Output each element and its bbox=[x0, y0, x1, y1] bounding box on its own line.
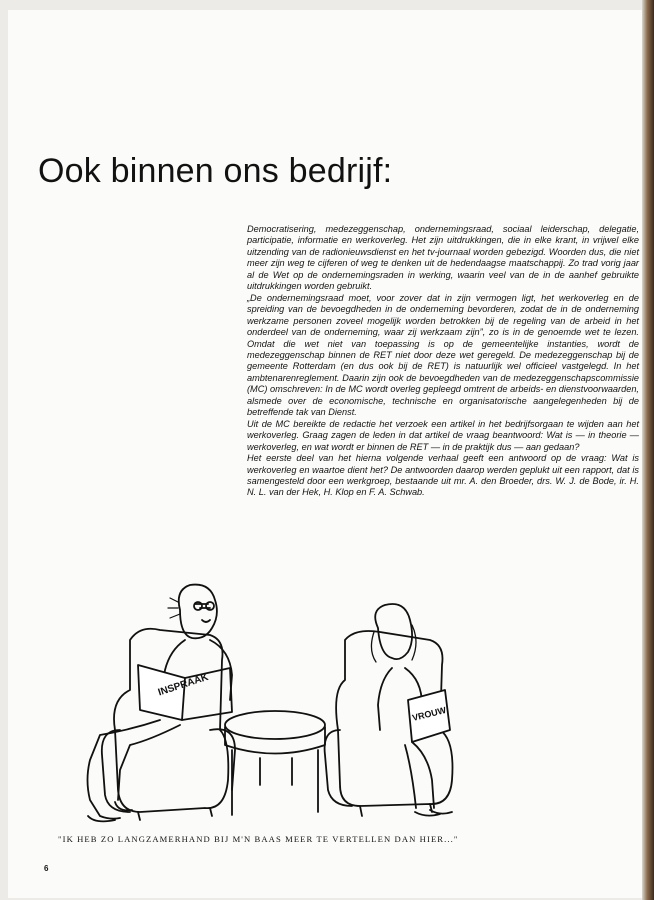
round-table bbox=[225, 711, 325, 815]
cartoon-caption: "IK HEB ZO LANGZAMERHAND BIJ M'N BAAS MEER TE VERTELLEN DAN HIER..." bbox=[58, 834, 459, 844]
paragraph-1: Democratisering, medezeggenschap, ondernemingsraad, sociaal leiderschap, delegatie, participatie, informatie en werkoverleg. Het zijn uitdrukkingen, die in elke krant, in vrijwel elke uitzending van de radionieuwsdienst en het tv-journaal worden gebezigd. Woorden dus, die niet meer zijn weg te cijferen of weg te denken uit de hedendaagse maatschappij. Zo trad vorig jaar al de Wet op de ondernemingsraden in werking, waarin veel van de in de aanhef gebruikte uitdrukkingen worden gebruikt. bbox=[247, 224, 639, 292]
page-title: Ook binnen ons bedrijf: bbox=[38, 152, 393, 190]
paragraph-4: Het eerste deel van het hierna volgende verhaal geeft een antwoord op de vraag: Wat is werkoverleg en waartoe dient het? De antwoorden daarop werden geplukt uit een rapport, dat is samengesteld door een werkgroep, bestaande uit mr. A. den Broeder, drs. W. J. de Bode, ir. H. N. L. van der Hek, H. Klop en F. A. Schwab. bbox=[247, 453, 639, 498]
woman-magazine-title: VROUW bbox=[411, 704, 448, 723]
page-number: 6 bbox=[44, 864, 49, 873]
man-magazine-title: INSPRAAK bbox=[156, 671, 210, 699]
cartoon-illustration bbox=[60, 580, 620, 830]
page-binding-edge bbox=[642, 0, 654, 900]
man-armchair bbox=[102, 629, 235, 820]
paragraph-3: Uit de MC bereikte de redactie het verzoek een artikel in het bedrijfsorgaan te wijden aan het werkoverleg. Graag zagen de leden in dat artikel de vraag beantwoord: Wat is — in theorie — werkoverleg, en wat wordt er binnen de RET — in de praktijk dus — aan gedaan? bbox=[247, 418, 639, 452]
article-body bbox=[247, 224, 639, 499]
man-reading bbox=[88, 585, 233, 822]
paragraph-2: „De ondernemingsraad moet, voor zover dat in zijn vermogen ligt, het werkoverleg en de spreiding van de bevoegdheden in de onderneming bevorderen, zodat de in de onderneming werkzame personen zoveel mogelijk worden betrokken bij de regeling van de arbeid in het onderdeel van de onderneming, waar zij werkzaam zijn”, zo is in de genoemde wet te lezen. Omdat die wet niet van toepassing is op de gemeentelijke instanties, wordt de medezeggenschap binnen de RET niet door deze wet geregeld. De medezeggenschap bij de gemeente Rotterdam (en dus ook bij de RET) is natuurlijk wel officieel vastgelegd. In het ambtenarenreglement. Daarin zijn ook de bevoegdheden van de medezeggenschapscommissie (MC) omschreven: In de MC wordt overleg gepleegd omtrent de arbeids- en dienstvoorwaarden, alsmede over de economische, technische en organisatorische aangelegenheden bij de betreffende tak van Dienst. bbox=[247, 292, 639, 418]
woman-reading bbox=[371, 604, 452, 816]
